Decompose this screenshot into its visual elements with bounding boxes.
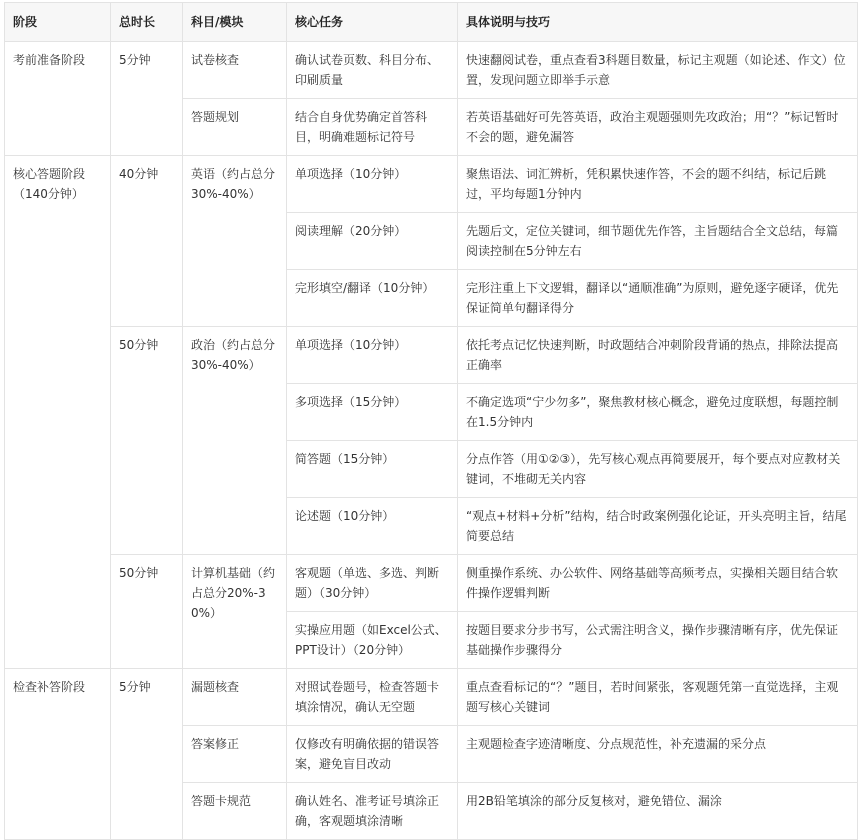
table-row [5,555,858,612]
detail-cell: 先题后文，定位关键词，细节题优先作答，主旨题结合全文总结，每篇阅读控制在5分钟左右 [458,213,858,270]
table-row [5,42,858,99]
task-cell: 仅修改有明确依据的错误答案，避免盲目改动 [287,726,458,783]
table-header-row [5,3,858,42]
task-cell: 阅读理解（20分钟） [287,213,458,270]
task-cell: 对照试卷题号，检查答题卡填涂情况，确认无空题 [287,669,458,726]
detail-cell: 聚焦语法、词汇辨析，凭积累快速作答，不会的题不纠结，标记后跳过，平均每题1分钟内 [458,156,858,213]
exam-plan-table [4,2,858,840]
task-cell: 简答题（15分钟） [287,441,458,498]
detail-cell: 不确定选项“宁少勿多”，聚焦教材核心概念，避免过度联想，每题控制在1.5分钟内 [458,384,858,441]
module-cell: 计算机基础（约占总分20%-30%） [183,555,287,669]
header-module: 科目/模块 [183,3,287,42]
table-row [5,156,858,213]
task-cell: 确认姓名、准考证号填涂正确，客观题填涂清晰 [287,783,458,840]
module-cell: 答题卡规范 [183,783,287,840]
duration-cell: 40分钟 [111,156,183,327]
detail-cell: 快速翻阅试卷，重点查看3科题目数量，标记主观题（如论述、作文）位置，发现问题立即举手示意 [458,42,858,99]
duration-cell: 5分钟 [111,669,183,840]
detail-cell: 完形注重上下文逻辑，翻译以“通顺准确”为原则，避免逐字硬译，优先保证简单句翻译得分 [458,270,858,327]
task-cell: 完形填空/翻译（10分钟） [287,270,458,327]
duration-cell: 5分钟 [111,42,183,156]
task-cell: 单项选择（10分钟） [287,156,458,213]
task-cell: 确认试卷页数、科目分布、印刷质量 [287,42,458,99]
header-task: 核心任务 [287,3,458,42]
duration-cell: 50分钟 [111,327,183,555]
header-detail: 具体说明与技巧 [458,3,858,42]
module-cell: 漏题核查 [183,669,287,726]
task-cell: 结合自身优势确定首答科目，明确难题标记符号 [287,99,458,156]
detail-cell: 侧重操作系统、办公软件、网络基础等高频考点，实操相关题目结合软件操作逻辑判断 [458,555,858,612]
module-cell: 答题规划 [183,99,287,156]
detail-cell: 重点查看标记的“？”题目，若时间紧张，客观题凭第一直觉选择，主观题写核心关键词 [458,669,858,726]
task-cell: 单项选择（10分钟） [287,327,458,384]
detail-cell: 按题目要求分步书写，公式需注明含义，操作步骤清晰有序，优先保证基础操作步骤得分 [458,612,858,669]
duration-cell: 50分钟 [111,555,183,669]
module-cell: 政治（约占总分30%-40%） [183,327,287,555]
stage-cell: 核心答题阶段（140分钟） [5,156,111,669]
detail-cell: 主观题检查字迹清晰度、分点规范性，补充遗漏的采分点 [458,726,858,783]
header-stage: 阶段 [5,3,111,42]
task-cell: 论述题（10分钟） [287,498,458,555]
module-cell: 答案修正 [183,726,287,783]
table-row [5,669,858,726]
detail-cell: “观点+材料+分析”结构，结合时政案例强化论证，开头亮明主旨，结尾简要总结 [458,498,858,555]
stage-cell: 检查补答阶段 [5,669,111,840]
module-cell: 试卷核查 [183,42,287,99]
detail-cell: 分点作答（用①②③），先写核心观点再简要展开，每个要点对应教材关键词，不堆砌无关内容 [458,441,858,498]
task-cell: 多项选择（15分钟） [287,384,458,441]
task-cell: 客观题（单选、多选、判断题）（30分钟） [287,555,458,612]
detail-cell: 若英语基础好可先答英语，政治主观题强则先攻政治；用“？”标记暂时不会的题，避免漏答 [458,99,858,156]
table-row [5,327,858,384]
header-duration: 总时长 [111,3,183,42]
stage-cell: 考前准备阶段 [5,42,111,156]
module-cell: 英语（约占总分30%-40%） [183,156,287,327]
detail-cell: 依托考点记忆快速判断，时政题结合冲刺阶段背诵的热点，排除法提高正确率 [458,327,858,384]
task-cell: 实操应用题（如Excel公式、PPT设计）（20分钟） [287,612,458,669]
detail-cell: 用2B铅笔填涂的部分反复核对，避免错位、漏涂 [458,783,858,840]
